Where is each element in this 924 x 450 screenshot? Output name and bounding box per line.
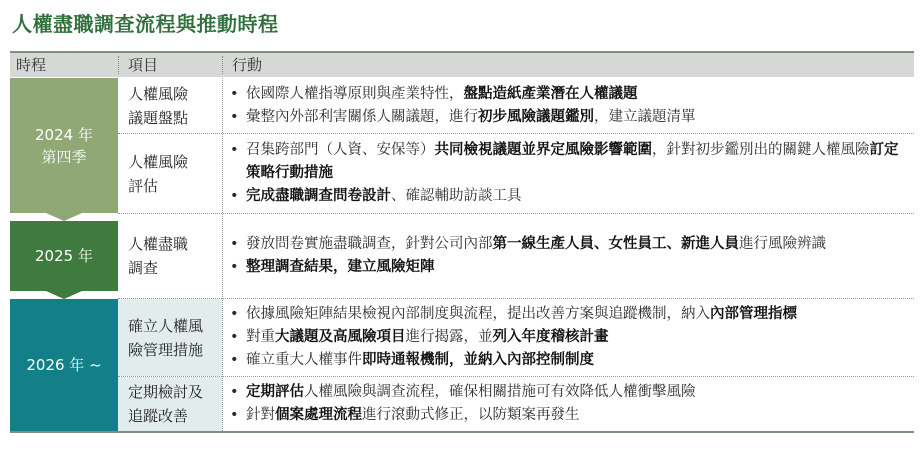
- action-text-emphasis: 個案處理流程: [275, 407, 362, 423]
- item-risk-assessment: [118, 134, 222, 213]
- actions-group: [222, 299, 914, 376]
- item-label: 定期檢討及: [128, 383, 204, 401]
- action-text: 召集跨部門（人資、安保等）: [246, 142, 435, 158]
- table-bottom-rule: [10, 431, 914, 433]
- action-text-emphasis: 第一線生產人員、女性員工、新進人員: [492, 236, 739, 252]
- item-risk-inventory: [118, 78, 222, 133]
- item-label: 追蹤改善: [128, 407, 189, 425]
- item-label: 險管理措施: [128, 340, 204, 359]
- action-text: 彙整內外部利害關係人關議題，進行: [246, 108, 478, 125]
- header-period: 時程: [16, 56, 47, 74]
- action-text-emphasis: 整理調查結果，建立風險矩陣: [246, 259, 435, 275]
- header-action: 行動: [232, 56, 263, 74]
- row-divider: [118, 298, 914, 299]
- action-text: 針對: [246, 407, 275, 423]
- row-divider: [118, 376, 914, 377]
- action-item: [228, 381, 904, 404]
- table-header: [10, 51, 914, 77]
- bullet-icon: •: [230, 329, 239, 345]
- item-label: 議題盤點: [128, 108, 189, 127]
- bullet-icon: •: [230, 384, 239, 400]
- item-label: 人權風險: [128, 152, 189, 171]
- period-2025: [10, 221, 118, 291]
- action-text-emphasis: 訂定策略行動措施: [246, 142, 899, 181]
- item-risk-management: [118, 299, 222, 376]
- bullet-icon: •: [230, 407, 239, 423]
- timeline-arrow: [46, 213, 82, 221]
- bullet-icon: •: [230, 188, 239, 204]
- item-label: 確立人權風: [128, 316, 204, 335]
- action-text: 進行揭露，並: [405, 329, 493, 345]
- actions-group: [222, 78, 914, 133]
- action-item: [228, 139, 904, 185]
- period-label: 2024 年: [35, 125, 93, 144]
- action-text: 依國際人權指導原則與產業特性，: [246, 85, 464, 102]
- action-text: 進行滾動式修正，以防類案再發生: [362, 407, 580, 423]
- action-text-emphasis: 大議題及高風險項目: [275, 329, 406, 345]
- actions-group: [222, 134, 914, 213]
- action-text-emphasis: 共同檢視議題並界定風險影響範圍: [434, 142, 652, 158]
- bullet-icon: •: [230, 108, 239, 125]
- action-text-emphasis: 完成盡職調查問卷設計: [246, 188, 391, 204]
- item-label: 調查: [128, 259, 159, 277]
- action-text-emphasis: 定期評估: [246, 384, 304, 400]
- action-text-emphasis: 列入年度稽核計畫: [492, 329, 609, 345]
- action-text: 人權風險與調查流程，確保相關措施可有效降低人權衝擊風險: [304, 384, 696, 400]
- actions-group: [222, 377, 914, 431]
- action-text: 確立重大人權事件: [246, 352, 362, 368]
- action-item: [228, 303, 904, 326]
- header-item: 項目: [128, 56, 159, 74]
- action-text: 進行風險辨識: [739, 236, 826, 252]
- period-2026: [10, 299, 118, 431]
- action-text: 對重: [246, 329, 275, 345]
- period-sublabel: 第四季: [41, 147, 87, 166]
- header-divider: [118, 56, 119, 74]
- action-item: [228, 404, 904, 427]
- action-item: [228, 185, 904, 208]
- action-item: [228, 233, 904, 256]
- row-divider: [118, 133, 914, 134]
- action-text: ，針對初步鑑別出的關鍵人權風險: [652, 142, 870, 158]
- bullet-icon: •: [230, 352, 239, 368]
- item-label: 評估: [128, 176, 159, 195]
- action-text-emphasis: 盤點造紙產業潛在人權議題: [463, 85, 638, 102]
- item-review-improvement: [118, 377, 222, 431]
- timeline-arrow: [46, 291, 82, 299]
- period-label: 2025 年: [35, 247, 93, 265]
- action-text-emphasis: 內部管理指標: [710, 306, 797, 322]
- bullet-icon: •: [230, 259, 239, 275]
- action-item: [228, 83, 904, 106]
- item-label: 人權盡職: [128, 235, 189, 253]
- action-text-emphasis: 即時通報機制，並納入內部控制制度: [362, 352, 594, 368]
- action-text: ，建立議題清單: [594, 108, 696, 125]
- row-divider: [118, 213, 914, 214]
- actions-group: [222, 214, 914, 298]
- period-2024-q4: [10, 78, 118, 213]
- action-item: [228, 256, 904, 279]
- bullet-icon: •: [230, 142, 239, 158]
- action-item: [228, 106, 904, 129]
- bullet-icon: •: [230, 85, 239, 102]
- page-title: 人權盡職調查流程與推動時程: [12, 12, 279, 36]
- item-due-diligence: [118, 214, 222, 298]
- column-divider: [222, 78, 223, 431]
- action-item: [228, 326, 904, 349]
- action-item: [228, 349, 904, 372]
- action-text: 依據風險矩陣結果檢視內部制度與流程，提出改善方案與追蹤機制，納入: [246, 306, 710, 322]
- action-text-emphasis: 初步風險議題鑑別: [478, 108, 594, 125]
- period-label: 2026 年 ~: [26, 356, 102, 374]
- bullet-icon: •: [230, 306, 239, 322]
- action-text: 、確認輔助訪談工具: [391, 188, 522, 204]
- action-text: 發放問卷實施盡職調查，針對公司內部: [246, 236, 493, 252]
- header-divider: [222, 56, 223, 74]
- bullet-icon: •: [230, 236, 239, 252]
- item-label: 人權風險: [128, 84, 189, 103]
